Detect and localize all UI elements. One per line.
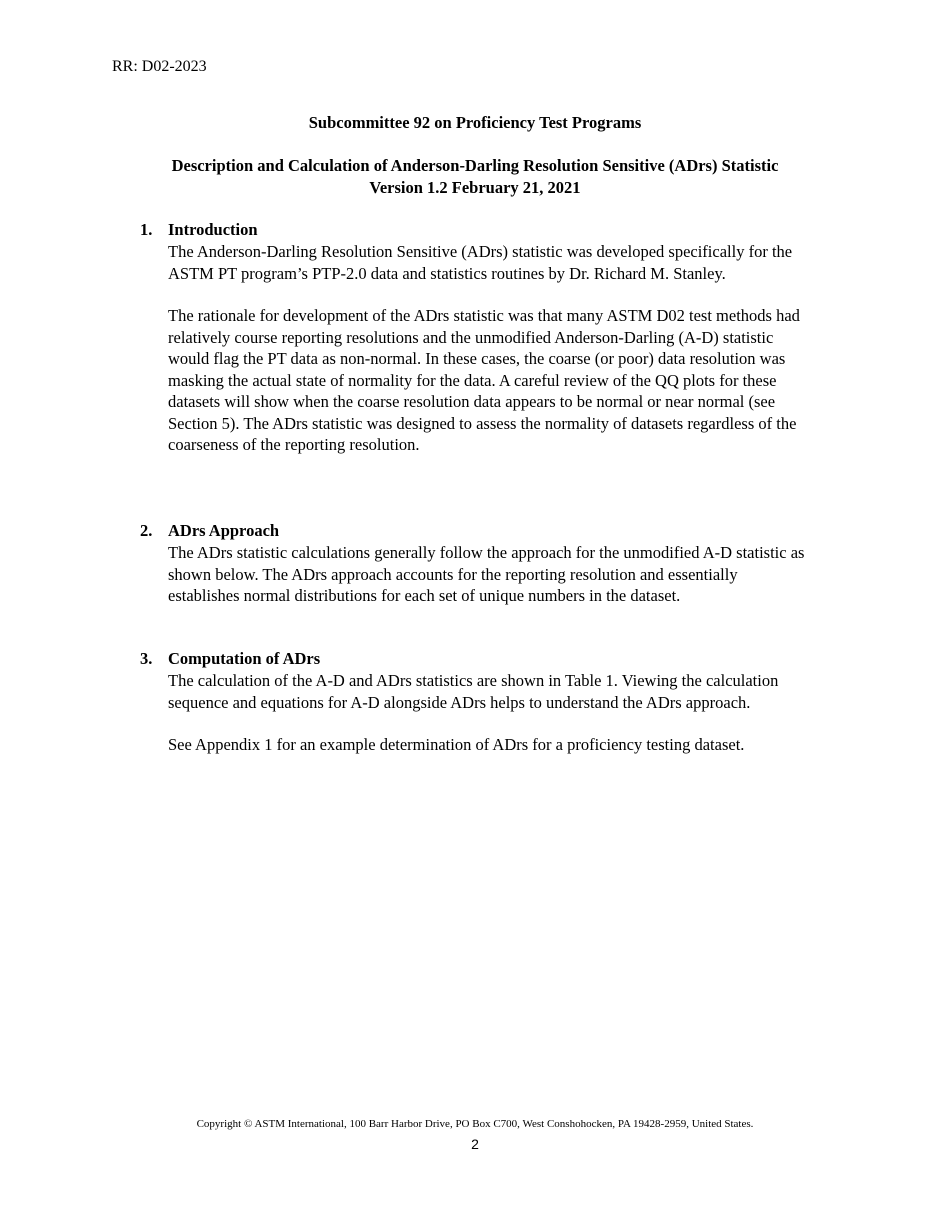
- section-introduction: [140, 219, 808, 456]
- version-line: Version 1.2 February 21, 2021: [369, 178, 581, 197]
- section-heading: Introduction: [168, 220, 258, 239]
- section-number: 3.: [140, 649, 153, 668]
- section-computation: [140, 648, 808, 756]
- section-heading: ADrs Approach: [168, 521, 280, 540]
- description-title: Description and Calculation of Anderson-Darling Resolution Sensitive (ADrs) Statistic: [171, 156, 779, 175]
- section-heading: Computation of ADrs: [168, 649, 321, 668]
- copyright-footer: Copyright © ASTM International, 100 Barr Harbor Drive, PO Box C700, West Conshohocken, PA 19428-2959, United States.: [196, 1118, 754, 1130]
- document-title: [110, 155, 840, 199]
- page-number: 2: [471, 1136, 479, 1152]
- section-number: 1.: [140, 220, 153, 239]
- subcommittee-title: Subcommittee 92 on Proficiency Test Programs: [308, 113, 642, 132]
- section-adrs-approach: [140, 520, 808, 607]
- section-number: 2.: [140, 521, 153, 540]
- report-reference: RR: D02-2023: [112, 58, 207, 75]
- section-paragraph: The ADrs statistic calculations generally follow the approach for the unmodified A-D statistic as shown below. The ADrs approach accounts for the reporting resolution and essentially establishes normal distributions for each set of unique numbers in the dataset.: [168, 543, 805, 605]
- section-paragraph: The Anderson-Darling Resolution Sensitive (ADrs) statistic was developed specifically for the ASTM PT program’s PTP-2.0 data and statistics routines by Dr. Richard M. Stanley.: [168, 242, 793, 283]
- section-paragraph: The calculation of the A-D and ADrs statistics are shown in Table 1. Viewing the calculation sequence and equations for A-D alongside ADrs helps to understand the ADrs approach.: [168, 671, 779, 712]
- section-paragraph: See Appendix 1 for an example determination of ADrs for a proficiency testing dataset.: [168, 735, 745, 754]
- section-paragraph: The rationale for development of the ADrs statistic was that many ASTM D02 test methods had relatively course reporting resolutions and the unmodified Anderson-Darling (A-D) statistic would flag the PT data as non-normal. In these cases, the coarse (or poor) data resolution was masking the actual state of normality for the data. A careful review of the QQ plots for these datasets will show when the coarse resolution data appears to be normal or near normal (see Section 5). The ADrs statistic was designed to assess the normality of datasets regardless of the coarseness of the reporting resolution.: [168, 306, 800, 454]
